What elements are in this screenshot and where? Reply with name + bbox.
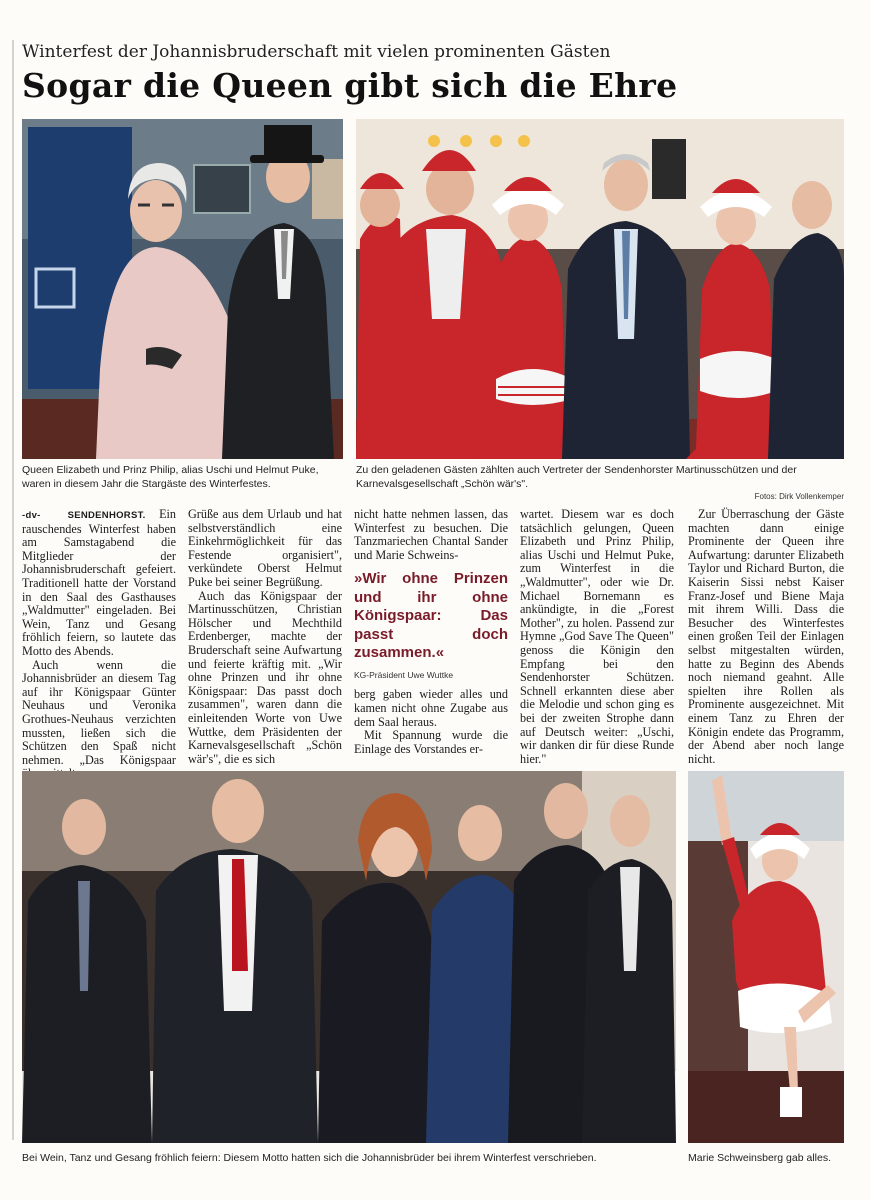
text-column-4 <box>520 508 674 766</box>
page-edge-line <box>12 40 14 1140</box>
col1-paragraph-2: Auch wenn die Johannisbrüder an diesem Tag auf ihr Königspaar Günter Neuhaus und Veronika Grothues-Neuhaus verzichten mussten, ließen sich die Schützen den Spaß nicht nehmen. „Das Königspaar <box>22 657 176 767</box>
photo-dancing-brothers <box>22 771 676 1143</box>
text-column-5 <box>688 508 844 766</box>
photo-dancer-marie <box>688 771 844 1143</box>
text-column-1 <box>22 508 176 781</box>
pull-quote: »Wir ohne Prinzen und ihr ohne Königspaar: Das passt doch zusammen.« <box>354 570 508 662</box>
photo-guests-carnival <box>356 119 844 459</box>
photo-credit: Fotos: Dirk Vollenkemper <box>754 492 844 501</box>
col2-paragraph-2: Auch das Königspaar der Martinusschützen, Christian Hölscher und Mechthild Erdenberger, machte der Bruderschaft seine Aufwartung und feierte kräftig mit. „Wir ohne Prinzen und ihr ohne Königspaar: Das passt doch zusammen", waren dann die einleitenden Worte von Uwe Wuttke, dem Präsidenten der Karnevalsgesellschaft „Schön wär's", die es sich <box>188 588 342 766</box>
caption-dancing-photo: Bei Wein, Tanz und Gesang fröhlich feiern: Diesem Motto hatten sich die Johannisbrüder bei ihrem Winterfest verschrieben. <box>22 1152 597 1164</box>
dateline-prefix: -dv- <box>22 510 41 521</box>
pull-quote-source: KG-Präsident Uwe Wuttke <box>354 669 454 680</box>
dateline: SENDENHORST. <box>67 510 146 521</box>
col2-paragraph-1: Grüße aus dem Urlaub und hat selbstverständlich eine Einkehrmöglichkeit für das Festende organisiert", verkündete Oberst Helmut Puke bei seiner Begrüßung. <box>188 507 342 589</box>
col5-paragraph-1: Zur Überraschung der Gäste machten dann einige Prominente der Queen ihre Aufwartung: darunter Elizabeth Taylor und Richard Burton, die Kaiserin Sissi nebst Kaiser Franz-Josef und Biene Maja mit ihrem Willi. Dass die Besucher des Winterfestes einen großen Teil der Einlagen selbst mitgestalten würden, hatte zu Beginn des Abends noch niemand geahnt. Alle spielten ihre Rollen als Prominente ausgezeichnet. Mit einem Tanz zu Ehren der Königin endete das Programm, der Abend aber noch lange nicht. <box>688 507 844 766</box>
caption-queen-photo: Queen Elizabeth und Prinz Philip, alias Uschi und Helmut Puke, waren in diesem Jahr die Stargäste des Winterfestes. <box>22 464 319 490</box>
col3-paragraph-2: berg gaben wieder alles und kamen nicht ohne Zugabe aus dem Saal heraus. <box>354 687 508 729</box>
col4-paragraph-1: wartet. Diesem war es doch tatsächlich gelungen, Queen Elizabeth und Prinz Philip, alias Uschi und Helmut Puke, zum Winterfest in die „Waldmutter", oder wie Dr. Michael Bornemann es ankündigte, in die „Forest Mother", zu holen. Passend zur Hymne „God Save The Queen" genoss die Königin den Empfang bei den Sendenhorster Schützen. Schnell erkannten diese aber die Melodie und schon ging es bei der zweiten Strophe dann auf Deutsch weiter: „Uschi, wir danken dir für diese Runde hier." <box>520 507 674 766</box>
pull-quote-box <box>354 570 508 682</box>
article-kicker: Winterfest der Johannisbruderschaft mit vielen prominenten Gästen <box>22 42 611 62</box>
col1-paragraph-1: Ein rauschendes Winterfest haben am Samstagabend die Mitglieder der Johannisbruderschaft gefeiert. Traditionell hatte der Vorstand in den Saal des Gasthauses „Waldmutter" eingeladen. Bei Wein, Tanz und Gesang fröhlich feiern, so lautete das Motto des Abends. <box>22 507 176 658</box>
photo-queen-and-prince <box>22 119 343 459</box>
col3-paragraph-1: nicht hatte nehmen lassen, das Winterfest zu besuchen. Die Tanzmariechen Chantal Sander und Marie Schweins- <box>354 507 508 562</box>
text-column-3 <box>354 508 508 756</box>
article-headline: Sogar die Queen gibt sich die Ehre <box>22 66 678 105</box>
caption-dancer-photo: Marie Schweinsberg gab alles. <box>688 1152 831 1164</box>
col3-paragraph-3: Mit Spannung wurde die Einlage des Vorstandes er- <box>354 728 508 756</box>
caption-guests-photo: Zu den geladenen Gästen zählten auch Vertreter der Sendenhorster Martinusschützen und der Karnevalsgesellschaft „Schön wär's". <box>356 464 797 490</box>
text-column-2 <box>188 508 342 766</box>
